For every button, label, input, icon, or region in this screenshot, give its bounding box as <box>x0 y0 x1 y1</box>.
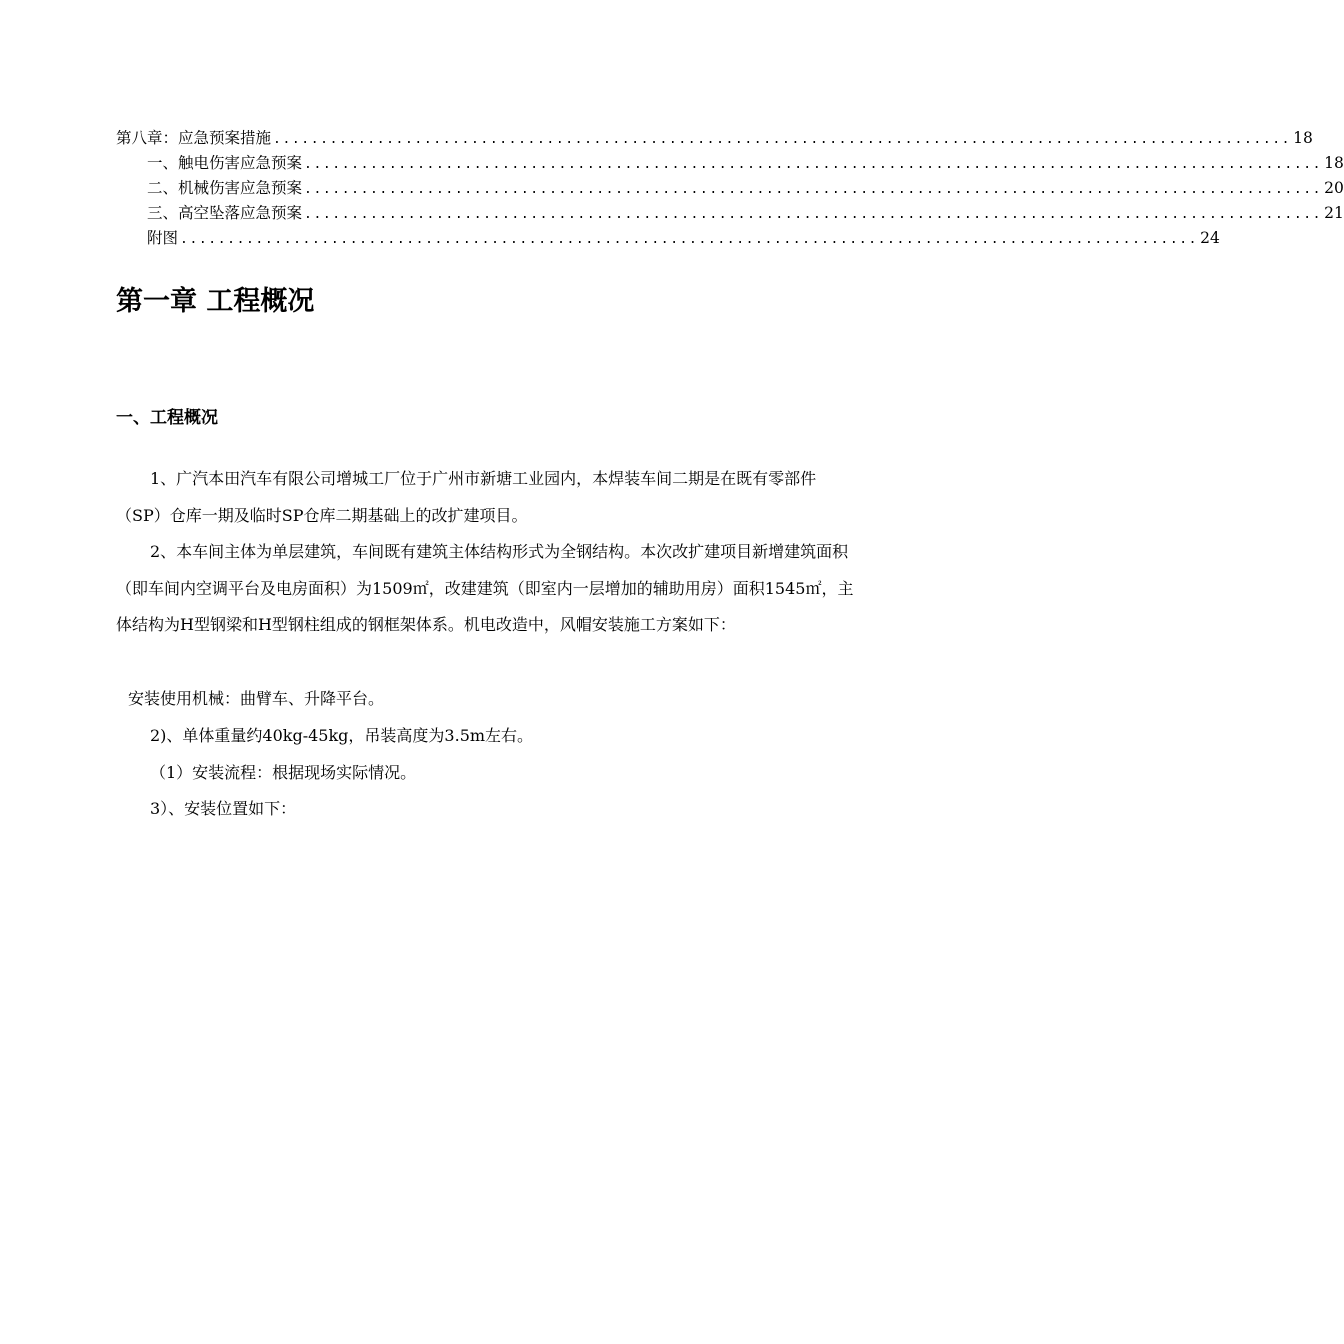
body-paragraph: 1、广汽本田汽车有限公司增城工厂位于广州市新塘工业园内，本焊装车间二期是在既有零部件（SP）仓库一期及临时SP仓库二期基础上的改扩建项目。 <box>116 469 817 525</box>
body-paragraph: 2)、单体重量约40kg-45kg，吊装高度为3.5m左右。 <box>150 726 534 745</box>
section-title: 一、工程概况 <box>116 408 218 428</box>
body-paragraph: 3）、安装位置如下： <box>150 799 297 818</box>
toc-entry-title: 三、高空坠落应急预案 <box>147 204 303 222</box>
toc-entry[interactable] <box>147 151 1344 175</box>
toc-entry[interactable] <box>147 176 1344 200</box>
toc-leader-dots: ............................................................................................................ <box>304 182 1323 197</box>
toc-entry-page: 20 <box>1324 179 1344 197</box>
toc-entry-page: 18 <box>1293 129 1313 147</box>
toc-leader-dots: ............................................................................................................ <box>304 207 1323 222</box>
toc-entry[interactable] <box>147 201 1344 225</box>
toc-entry-title: 附图 <box>147 229 179 247</box>
body-paragraph: 2、本车间主体为单层建筑，车间既有建筑主体结构形式为全钢结构。本次改扩建项目新增建筑面积（即车间内空调平台及电房面积）为1509㎡，改建建筑（即室内一层增加的辅助用房）面积1545㎡，主体结构为H型钢梁和H型钢柱组成的钢框架体系。机电改造中，风帽安装施工方案如下： <box>116 542 854 634</box>
toc-entry-title: 一、触电伤害应急预案 <box>147 154 303 172</box>
toc-entry-page: 18 <box>1324 154 1344 172</box>
toc-entry-title: 二、机械伤害应急预案 <box>147 179 303 197</box>
toc-leader-dots: ............................................................................................................ <box>273 132 1292 147</box>
chapter-title: 第一章 工程概况 <box>116 286 315 317</box>
body-paragraph: （1）安装流程：根据现场实际情况。 <box>150 763 417 782</box>
toc-leader-dots: ............................................................................................................ <box>180 232 1199 247</box>
body-paragraph: 安装使用机械：曲臂车、升降平台。 <box>128 689 385 708</box>
toc-entry-title: 第八章：应急预案措施 <box>116 129 272 147</box>
toc-leader-dots: ............................................................................................................ <box>304 157 1323 172</box>
toc-entry-page: 24 <box>1200 229 1220 247</box>
toc-entry-page: 21 <box>1324 204 1344 222</box>
toc-entry[interactable] <box>116 126 1313 150</box>
toc-entry[interactable] <box>147 226 1220 250</box>
